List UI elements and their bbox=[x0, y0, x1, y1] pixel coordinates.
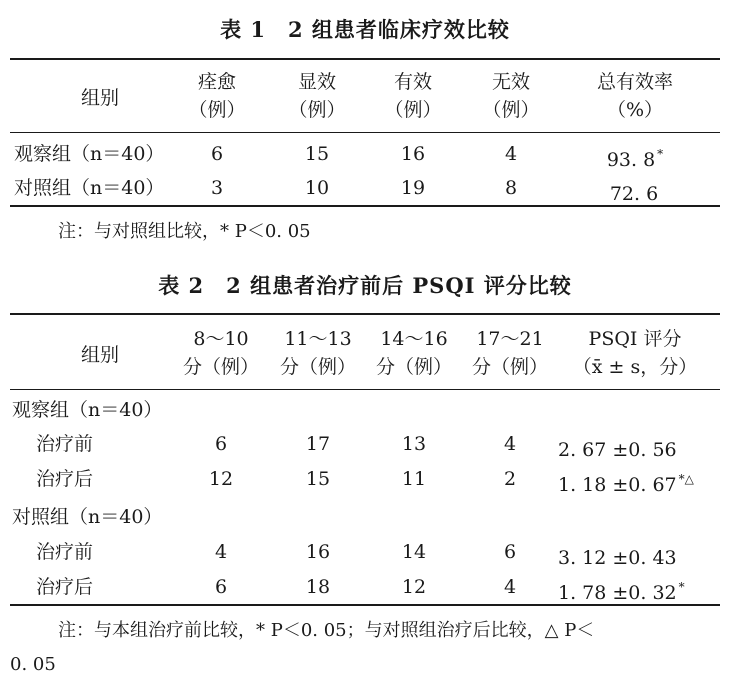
table1-header-markedly-unit: （例） bbox=[288, 99, 346, 121]
table2-cell-psqi: 2. 67 ±0. 56 bbox=[558, 439, 677, 461]
table1-header-markedly: 显效 bbox=[297, 71, 336, 93]
table1-title: 表 1 2 组患者临床疗效比较 bbox=[220, 17, 510, 42]
table1-cell: 16 bbox=[400, 143, 426, 165]
table2-top-rule bbox=[10, 313, 720, 315]
table2-cell-psqi: 3. 12 ±0. 43 bbox=[558, 547, 677, 569]
table2-title: 表 2 2 组患者治疗前后 PSQI 评分比较 bbox=[158, 273, 572, 298]
table2-cell: 12 bbox=[208, 468, 234, 490]
table2-cell-psqi: 1. 78 ±0. 32 * bbox=[558, 580, 685, 604]
table1-cell: 3 bbox=[210, 177, 224, 199]
table1-top-rule bbox=[10, 58, 720, 60]
table2-cell: 4 bbox=[503, 433, 517, 455]
table2-note: 注：与本组治疗前比较，* P＜0. 05；与对照组治疗后比较，△ P＜ bbox=[58, 620, 595, 641]
table2-cell: 12 bbox=[401, 576, 427, 598]
table2-row-label: 治疗后 bbox=[36, 468, 94, 490]
table1-cell-total-rate: 72. 6 bbox=[609, 183, 659, 205]
table2-header-range-4: 17～21 bbox=[476, 328, 544, 350]
table2-cell: 15 bbox=[305, 468, 331, 490]
table2-cell: 4 bbox=[214, 541, 228, 563]
table1-bottom-rule bbox=[10, 205, 720, 207]
table2-cell: 6 bbox=[503, 541, 517, 563]
table2-group-label: 观察组（n＝40） bbox=[12, 399, 163, 421]
table1-cell: 15 bbox=[304, 143, 330, 165]
table2-note-continuation: 0. 05 bbox=[10, 654, 56, 675]
table2-header-psqi: PSQI 评分 bbox=[588, 328, 682, 350]
table2-cell: 14 bbox=[401, 541, 427, 563]
table1-header-cured: 痊愈 bbox=[197, 71, 236, 93]
table2-cell: 16 bbox=[305, 541, 331, 563]
table1-row-group: 观察组（n＝40） bbox=[14, 143, 165, 165]
table1-header-rule bbox=[10, 132, 720, 133]
table1-header-total-rate-unit: （%） bbox=[606, 99, 664, 121]
table1-header-ineffective-unit: （例） bbox=[482, 99, 540, 121]
table2-group-label: 对照组（n＝40） bbox=[12, 506, 163, 528]
table1-header-effective: 有效 bbox=[393, 71, 432, 93]
table2-header-rule bbox=[10, 389, 720, 390]
table1-cell-total-rate: 93. 8 * bbox=[606, 147, 664, 171]
table2-header-range-3: 14～16 bbox=[380, 328, 448, 350]
table1-cell: 8 bbox=[504, 177, 518, 199]
table2-header-psqi-unit: （x̄ ± s，分） bbox=[572, 356, 698, 378]
table2-row-label: 治疗前 bbox=[36, 541, 94, 563]
table2-header-range-4-unit: 分（例） bbox=[471, 356, 548, 378]
table2-header-range-1-unit: 分（例） bbox=[182, 356, 259, 378]
significance-mark: * bbox=[678, 580, 685, 594]
table2-cell: 6 bbox=[214, 433, 228, 455]
significance-mark: *△ bbox=[678, 472, 694, 486]
table2-row-label: 治疗前 bbox=[36, 433, 94, 455]
table1-cell: 4 bbox=[504, 143, 518, 165]
table2-cell: 17 bbox=[305, 433, 331, 455]
table1-cell: 10 bbox=[304, 177, 330, 199]
table1-header-ineffective: 无效 bbox=[491, 71, 530, 93]
table1-note: 注：与对照组比较，* P＜0. 05 bbox=[58, 221, 311, 242]
table2-header-range-2: 11～13 bbox=[284, 328, 352, 350]
table2-cell: 13 bbox=[401, 433, 427, 455]
table2-bottom-rule bbox=[10, 604, 720, 606]
table2-header-group: 组别 bbox=[80, 344, 119, 366]
table1-header-group: 组别 bbox=[80, 87, 119, 109]
table1-header-total-rate: 总有效率 bbox=[596, 71, 673, 93]
table1-cell: 19 bbox=[400, 177, 426, 199]
table2-row-label: 治疗后 bbox=[36, 576, 94, 598]
table1-header-effective-unit: （例） bbox=[384, 99, 442, 121]
table2-cell-psqi: 1. 18 ±0. 67 *△ bbox=[558, 472, 694, 496]
significance-mark: * bbox=[657, 147, 664, 161]
table2-header-range-3-unit: 分（例） bbox=[375, 356, 452, 378]
table2-cell: 4 bbox=[503, 576, 517, 598]
table2-header-range-2-unit: 分（例） bbox=[279, 356, 356, 378]
table2-header-range-1: 8～10 bbox=[193, 328, 249, 350]
table1-row-group: 对照组（n＝40） bbox=[14, 177, 165, 199]
table1-cell: 6 bbox=[210, 143, 224, 165]
table2-cell: 6 bbox=[214, 576, 228, 598]
table2-cell: 11 bbox=[401, 468, 427, 490]
table2-cell: 2 bbox=[503, 468, 517, 490]
table2-cell: 18 bbox=[305, 576, 331, 598]
table1-header-cured-unit: （例） bbox=[188, 99, 246, 121]
